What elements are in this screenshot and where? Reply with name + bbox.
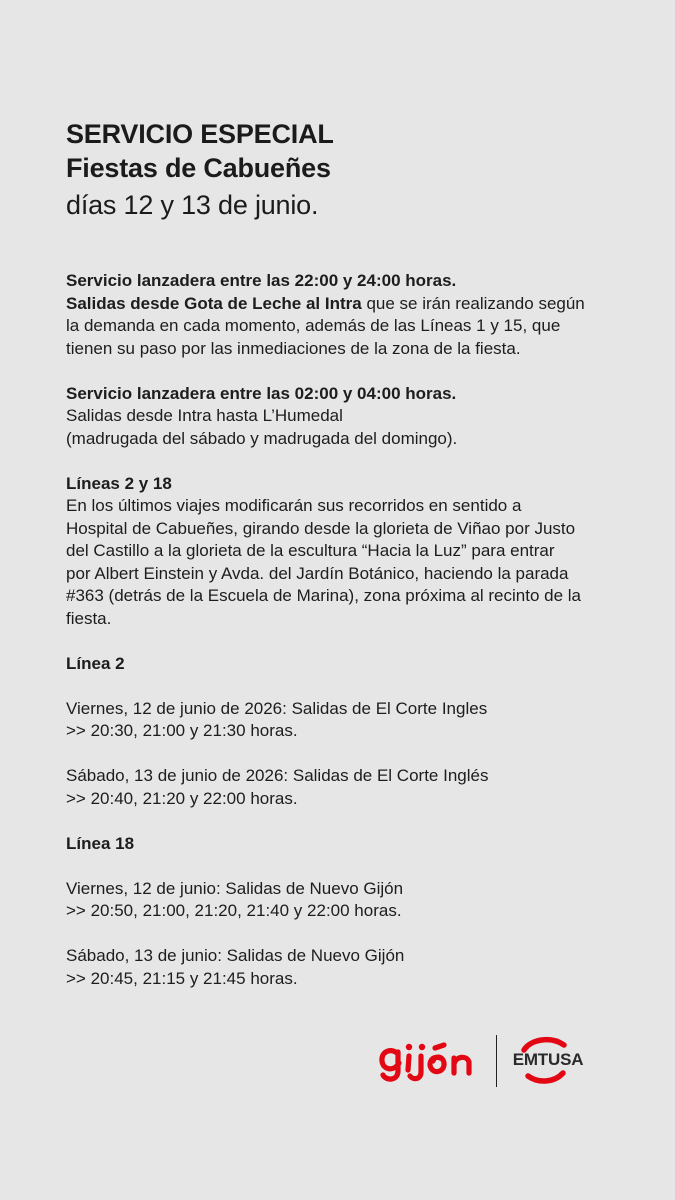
line-2-spacer: [66, 675, 636, 698]
line-2-saturday-line-2: >> 20:40, 21:20 y 22:00 horas.: [66, 788, 298, 808]
gijon-logo: [378, 1036, 483, 1082]
line-2-saturday-line-1: Sábado, 13 de junio de 2026: Salidas de El Corte Inglés: [66, 766, 489, 785]
lines-2-18-line-6: fiesta.: [66, 608, 112, 628]
line-18-saturday-line-2: >> 20:45, 21:15 y 21:45 horas.: [66, 968, 298, 988]
shuttle-1-line-2: [66, 293, 636, 316]
line-18-spacer: [66, 855, 636, 878]
shuttle-2-line-1: Servicio lanzadera entre las 02:00 y 04:00 horas.: [66, 383, 457, 403]
shuttle-1-line-4: tienen su paso por las inmediaciones de la zona de la fiesta.: [66, 338, 521, 358]
line-2-heading: Línea 2: [66, 653, 125, 673]
shuttle-2-line-2: Salidas desde Intra hasta L’Humedal: [66, 406, 343, 425]
title-line-1: SERVICIO ESPECIAL: [66, 119, 334, 149]
shuttle-1-line-3: la demanda en cada momento, además de las Líneas 1 y 15, que: [66, 316, 561, 335]
lines-2-18-line-2: Hospital de Cabueñes, girando desde la glorieta de Viñao por Justo: [66, 518, 576, 538]
footer-logos: [378, 1032, 590, 1088]
shuttle-1-line-2-rest: que se irán realizando según: [361, 293, 585, 313]
content: [66, 117, 636, 1013]
lines-2-18-line-1: En los últimos viajes modificarán sus recorridos en sentido a: [66, 496, 522, 515]
line-18-friday-line-1: Viernes, 12 de junio: Salidas de Nuevo Gijón: [66, 878, 404, 898]
logo-divider: [496, 1035, 497, 1087]
shuttle-1-line-2-bold: Salidas desde Gota de Leche al Intra: [66, 293, 362, 313]
line-2-spacer-2: [66, 743, 636, 766]
body-text: [66, 270, 636, 990]
line-18-spacer-2: [66, 923, 636, 946]
emtusa-logo: [506, 1035, 590, 1087]
shuttle-section-2: [66, 383, 636, 451]
line-2-friday-line-1: Viernes, 12 de junio de 2026: Salidas de El Corte Ingles: [66, 698, 488, 718]
emtusa-logo-text: EMTUSA: [512, 1050, 584, 1069]
line-18-friday-line-2: >> 20:50, 21:00, 21:20, 21:40 y 22:00 horas.: [66, 901, 402, 920]
shuttle-1-line-1: Servicio lanzadera entre las 22:00 y 24:00 horas.: [66, 271, 457, 290]
lines-2-18-line-5: #363 (detrás de la Escuela de Marina), zona próxima al recinto de la: [66, 586, 582, 605]
title-line-3: días 12 y 13 de junio.: [66, 190, 319, 220]
lines-2-18-line-3: del Castillo a la glorieta de la escultura “Hacia la Luz” para entrar: [66, 541, 555, 560]
line-18-saturday-line-1: Sábado, 13 de junio: Salidas de Nuevo Gijón: [66, 946, 405, 965]
line-18-heading: Línea 18: [66, 833, 135, 853]
shuttle-section-1: [66, 270, 636, 360]
line-18-section: [66, 833, 636, 991]
lines-2-18-heading: Líneas 2 y 18: [66, 473, 172, 493]
lines-2-18-section: [66, 473, 636, 631]
line-2-section: [66, 653, 636, 811]
title-line-2: Fiestas de Cabueñes: [66, 153, 331, 183]
line-2-friday-line-2: >> 20:30, 21:00 y 21:30 horas.: [66, 721, 298, 740]
shuttle-2-line-3: (madrugada del sábado y madrugada del domingo).: [66, 428, 458, 448]
lines-2-18-line-4: por Albert Einstein y Avda. del Jardín Botánico, haciendo la parada: [66, 563, 569, 583]
